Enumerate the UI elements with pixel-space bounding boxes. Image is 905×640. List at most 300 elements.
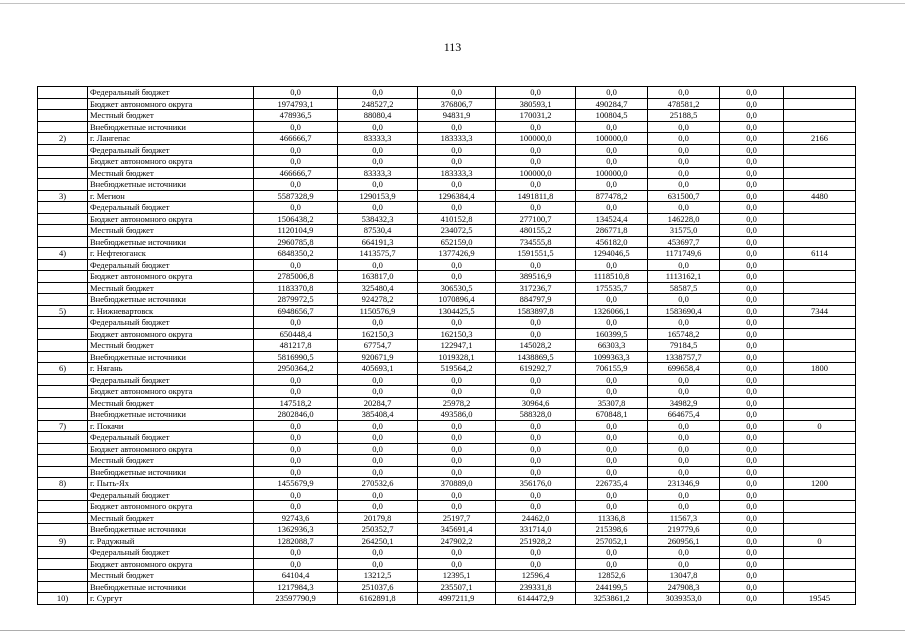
row-name-cell: Местный бюджет <box>88 282 254 294</box>
table-row <box>38 535 856 547</box>
value-cell: 734555,8 <box>496 236 576 248</box>
value-cell: 1296384,4 <box>418 190 496 202</box>
table-row <box>38 305 856 317</box>
last-value-cell <box>784 225 856 237</box>
value-cell: 0,0 <box>338 386 418 398</box>
row-name-cell: Местный бюджет <box>88 455 254 467</box>
value-cell: 0,0 <box>720 512 784 524</box>
last-value-cell: 4480 <box>784 190 856 202</box>
row-name-cell: Федеральный бюджет <box>88 374 254 386</box>
last-value-cell <box>784 374 856 386</box>
row-name-cell: г. Мегион <box>88 190 254 202</box>
last-value-cell: 1800 <box>784 363 856 375</box>
value-cell: 0,0 <box>576 144 648 156</box>
value-cell: 0,0 <box>576 259 648 271</box>
value-cell: 0,0 <box>648 558 720 570</box>
value-cell: 0,0 <box>418 443 496 455</box>
value-cell: 160399,5 <box>576 328 648 340</box>
row-number-cell <box>38 202 88 214</box>
value-cell: 0,0 <box>720 294 784 306</box>
row-number-cell: 9) <box>38 535 88 547</box>
value-cell: 0,0 <box>720 317 784 329</box>
table-row <box>38 87 856 99</box>
value-cell: 58587,5 <box>648 282 720 294</box>
value-cell: 0,0 <box>418 144 496 156</box>
value-cell: 25188,5 <box>648 110 720 122</box>
table-row <box>38 167 856 179</box>
row-name-cell: Федеральный бюджет <box>88 489 254 501</box>
value-cell: 1171749,6 <box>648 248 720 260</box>
value-cell: 0,0 <box>254 179 338 191</box>
value-cell: 453697,7 <box>648 236 720 248</box>
last-value-cell: 6114 <box>784 248 856 260</box>
value-cell: 0,0 <box>648 443 720 455</box>
row-number-cell <box>38 328 88 340</box>
value-cell: 2785006,8 <box>254 271 338 283</box>
table-row <box>38 420 856 432</box>
value-cell: 147518,2 <box>254 397 338 409</box>
value-cell: 0,0 <box>648 432 720 444</box>
value-cell: 0,0 <box>576 558 648 570</box>
table-row <box>38 213 856 225</box>
value-cell: 0,0 <box>418 271 496 283</box>
value-cell: 134524,4 <box>576 213 648 225</box>
last-value-cell <box>784 489 856 501</box>
row-number-cell <box>38 512 88 524</box>
last-value-cell <box>784 156 856 168</box>
value-cell: 0,0 <box>254 420 338 432</box>
row-name-cell: Внебюджетные источники <box>88 121 254 133</box>
value-cell: 0,0 <box>720 535 784 547</box>
value-cell: 0,0 <box>576 179 648 191</box>
value-cell: 0,0 <box>418 455 496 467</box>
value-cell: 6848350,2 <box>254 248 338 260</box>
row-number-cell <box>38 501 88 513</box>
value-cell: 0,0 <box>338 443 418 455</box>
value-cell: 456182,0 <box>576 236 648 248</box>
value-cell: 6144472,9 <box>496 593 576 605</box>
value-cell: 1070896,4 <box>418 294 496 306</box>
last-value-cell <box>784 351 856 363</box>
value-cell: 670848,1 <box>576 409 648 421</box>
value-cell: 1455679,9 <box>254 478 338 490</box>
row-number-cell <box>38 581 88 593</box>
value-cell: 2950364,2 <box>254 363 338 375</box>
value-cell: 235507,1 <box>418 581 496 593</box>
table-row <box>38 144 856 156</box>
value-cell: 0,0 <box>576 386 648 398</box>
table-row <box>38 340 856 352</box>
last-value-cell <box>784 317 856 329</box>
table-row <box>38 328 856 340</box>
value-cell: 0,0 <box>648 294 720 306</box>
table-row <box>38 259 856 271</box>
value-cell: 0,0 <box>496 547 576 559</box>
value-cell: 1304425,5 <box>418 305 496 317</box>
value-cell: 0,0 <box>720 374 784 386</box>
row-number-cell <box>38 386 88 398</box>
value-cell: 0,0 <box>576 317 648 329</box>
row-name-cell: Федеральный бюджет <box>88 87 254 99</box>
value-cell: 631500,7 <box>648 190 720 202</box>
scan-edge-bottom <box>0 630 905 631</box>
value-cell: 0,0 <box>418 259 496 271</box>
value-cell: 66303,3 <box>576 340 648 352</box>
value-cell: 0,0 <box>648 87 720 99</box>
value-cell: 183333,3 <box>418 167 496 179</box>
value-cell: 1120104,9 <box>254 225 338 237</box>
value-cell: 306530,5 <box>418 282 496 294</box>
table-row <box>38 478 856 490</box>
value-cell: 0,0 <box>338 121 418 133</box>
value-cell: 0,0 <box>418 547 496 559</box>
last-value-cell <box>784 455 856 467</box>
value-cell: 376806,7 <box>418 98 496 110</box>
value-cell: 92743,6 <box>254 512 338 524</box>
value-cell: 0,0 <box>254 121 338 133</box>
row-name-cell: Бюджет автономного округа <box>88 501 254 513</box>
value-cell: 0,0 <box>418 420 496 432</box>
table-row <box>38 581 856 593</box>
value-cell: 0,0 <box>648 259 720 271</box>
value-cell: 251037,6 <box>338 581 418 593</box>
value-cell: 0,0 <box>576 202 648 214</box>
value-cell: 0,0 <box>720 351 784 363</box>
value-cell: 652159,0 <box>418 236 496 248</box>
last-value-cell <box>784 409 856 421</box>
row-name-cell: Внебюджетные источники <box>88 466 254 478</box>
value-cell: 248527,2 <box>338 98 418 110</box>
value-cell: 0,0 <box>720 397 784 409</box>
value-cell: 1413575,7 <box>338 248 418 260</box>
value-cell: 30964,6 <box>496 397 576 409</box>
value-cell: 0,0 <box>648 144 720 156</box>
value-cell: 0,0 <box>720 236 784 248</box>
last-value-cell <box>784 259 856 271</box>
table-row <box>38 317 856 329</box>
row-number-cell <box>38 98 88 110</box>
table-row <box>38 489 856 501</box>
table-row <box>38 351 856 363</box>
value-cell: 0,0 <box>576 87 648 99</box>
value-cell: 270532,6 <box>338 478 418 490</box>
value-cell: 0,0 <box>496 202 576 214</box>
value-cell: 0,0 <box>254 202 338 214</box>
value-cell: 884797,9 <box>496 294 576 306</box>
value-cell: 0,0 <box>338 455 418 467</box>
value-cell: 0,0 <box>418 501 496 513</box>
value-cell: 0,0 <box>720 466 784 478</box>
row-number-cell <box>38 489 88 501</box>
value-cell: 1099363,3 <box>576 351 648 363</box>
value-cell: 122947,1 <box>418 340 496 352</box>
row-number-cell <box>38 397 88 409</box>
value-cell: 0,0 <box>648 167 720 179</box>
value-cell: 0,0 <box>648 466 720 478</box>
value-cell: 13212,5 <box>338 570 418 582</box>
value-cell: 706155,9 <box>576 363 648 375</box>
value-cell: 4997211,9 <box>418 593 496 605</box>
value-cell: 1326066,1 <box>576 305 648 317</box>
last-value-cell <box>784 121 856 133</box>
table-row <box>38 397 856 409</box>
value-cell: 0,0 <box>338 87 418 99</box>
value-cell: 490284,7 <box>576 98 648 110</box>
value-cell: 0,0 <box>720 558 784 570</box>
value-cell: 165748,2 <box>648 328 720 340</box>
last-value-cell <box>784 282 856 294</box>
value-cell: 325480,4 <box>338 282 418 294</box>
value-cell: 0,0 <box>720 144 784 156</box>
value-cell: 345691,4 <box>418 524 496 536</box>
value-cell: 0,0 <box>576 420 648 432</box>
value-cell: 0,0 <box>496 374 576 386</box>
value-cell: 0,0 <box>576 547 648 559</box>
value-cell: 0,0 <box>254 558 338 570</box>
last-value-cell <box>784 558 856 570</box>
value-cell: 0,0 <box>576 455 648 467</box>
row-number-cell <box>38 432 88 444</box>
value-cell: 94831,9 <box>418 110 496 122</box>
value-cell: 1113162,1 <box>648 271 720 283</box>
table-row <box>38 282 856 294</box>
row-name-cell: Федеральный бюджет <box>88 547 254 559</box>
last-value-cell <box>784 432 856 444</box>
value-cell: 0,0 <box>720 110 784 122</box>
value-cell: 519564,2 <box>418 363 496 375</box>
table-row <box>38 374 856 386</box>
table-row <box>38 547 856 559</box>
value-cell: 0,0 <box>338 317 418 329</box>
value-cell: 0,0 <box>496 455 576 467</box>
last-value-cell <box>784 179 856 191</box>
value-cell: 247902,2 <box>418 535 496 547</box>
row-name-cell: г. Радужный <box>88 535 254 547</box>
value-cell: 0,0 <box>720 282 784 294</box>
last-value-cell <box>784 524 856 536</box>
row-number-cell <box>38 167 88 179</box>
value-cell: 100000,0 <box>576 133 648 145</box>
value-cell: 0,0 <box>720 455 784 467</box>
value-cell: 0,0 <box>720 87 784 99</box>
last-value-cell <box>784 397 856 409</box>
value-cell: 0,0 <box>720 432 784 444</box>
value-cell: 0,0 <box>254 144 338 156</box>
last-value-cell <box>784 213 856 225</box>
value-cell: 331714,0 <box>496 524 576 536</box>
value-cell: 0,0 <box>720 581 784 593</box>
value-cell: 1282088,7 <box>254 535 338 547</box>
value-cell: 286771,8 <box>576 225 648 237</box>
value-cell: 0,0 <box>720 478 784 490</box>
value-cell: 0,0 <box>648 374 720 386</box>
row-name-cell: Местный бюджет <box>88 512 254 524</box>
value-cell: 0,0 <box>496 489 576 501</box>
value-cell: 0,0 <box>720 328 784 340</box>
value-cell: 1591551,5 <box>496 248 576 260</box>
last-value-cell: 7344 <box>784 305 856 317</box>
value-cell: 0,0 <box>254 501 338 513</box>
value-cell: 31575,0 <box>648 225 720 237</box>
value-cell: 1506438,2 <box>254 213 338 225</box>
value-cell: 877478,2 <box>576 190 648 202</box>
value-cell: 0,0 <box>576 432 648 444</box>
value-cell: 0,0 <box>496 317 576 329</box>
value-cell: 0,0 <box>720 340 784 352</box>
value-cell: 1377426,9 <box>418 248 496 260</box>
last-value-cell <box>784 466 856 478</box>
value-cell: 0,0 <box>648 420 720 432</box>
row-name-cell: Внебюджетные источники <box>88 179 254 191</box>
value-cell: 0,0 <box>418 156 496 168</box>
value-cell: 1583690,4 <box>648 305 720 317</box>
row-name-cell: Внебюджетные источники <box>88 409 254 421</box>
value-cell: 0,0 <box>720 409 784 421</box>
value-cell: 0,0 <box>496 432 576 444</box>
value-cell: 0,0 <box>720 121 784 133</box>
value-cell: 0,0 <box>576 466 648 478</box>
table-row <box>38 524 856 536</box>
value-cell: 0,0 <box>338 558 418 570</box>
value-cell: 5816990,5 <box>254 351 338 363</box>
row-number-cell <box>38 317 88 329</box>
row-name-cell: г. Сургут <box>88 593 254 605</box>
table-row <box>38 501 856 513</box>
value-cell: 481217,8 <box>254 340 338 352</box>
row-number-cell: 10) <box>38 593 88 605</box>
last-value-cell <box>784 328 856 340</box>
value-cell: 0,0 <box>496 87 576 99</box>
table-row <box>38 466 856 478</box>
value-cell: 317236,7 <box>496 282 576 294</box>
value-cell: 0,0 <box>720 524 784 536</box>
row-number-cell <box>38 443 88 455</box>
budget-table-body <box>38 87 856 605</box>
value-cell: 0,0 <box>254 317 338 329</box>
value-cell: 0,0 <box>648 202 720 214</box>
row-name-cell: г. Нижневартовск <box>88 305 254 317</box>
table-row <box>38 558 856 570</box>
value-cell: 1362936,3 <box>254 524 338 536</box>
value-cell: 0,0 <box>648 501 720 513</box>
value-cell: 24462,0 <box>496 512 576 524</box>
value-cell: 35307,8 <box>576 397 648 409</box>
value-cell: 0,0 <box>720 167 784 179</box>
row-name-cell: Бюджет автономного округа <box>88 328 254 340</box>
value-cell: 0,0 <box>720 305 784 317</box>
value-cell: 1290153,9 <box>338 190 418 202</box>
row-number-cell: 7) <box>38 420 88 432</box>
value-cell: 11567,3 <box>648 512 720 524</box>
value-cell: 1438869,5 <box>496 351 576 363</box>
row-name-cell: Бюджет автономного округа <box>88 271 254 283</box>
last-value-cell <box>784 581 856 593</box>
value-cell: 100000,0 <box>576 167 648 179</box>
value-cell: 0,0 <box>418 466 496 478</box>
value-cell: 219779,6 <box>648 524 720 536</box>
value-cell: 0,0 <box>720 179 784 191</box>
value-cell: 0,0 <box>496 558 576 570</box>
value-cell: 619292,7 <box>496 363 576 375</box>
value-cell: 0,0 <box>576 374 648 386</box>
value-cell: 83333,3 <box>338 167 418 179</box>
value-cell: 0,0 <box>720 259 784 271</box>
row-name-cell: Внебюджетные источники <box>88 581 254 593</box>
value-cell: 466666,7 <box>254 167 338 179</box>
row-name-cell: Внебюджетные источники <box>88 351 254 363</box>
table-row <box>38 98 856 110</box>
value-cell: 0,0 <box>338 259 418 271</box>
row-name-cell: Внебюджетные источники <box>88 294 254 306</box>
table-row <box>38 443 856 455</box>
value-cell: 405693,1 <box>338 363 418 375</box>
value-cell: 0,0 <box>418 317 496 329</box>
table-row <box>38 570 856 582</box>
value-cell: 0,0 <box>576 294 648 306</box>
last-value-cell: 0 <box>784 535 856 547</box>
value-cell: 1583897,8 <box>496 305 576 317</box>
last-value-cell <box>784 340 856 352</box>
last-value-cell <box>784 167 856 179</box>
value-cell: 100000,0 <box>496 167 576 179</box>
last-value-cell: 1200 <box>784 478 856 490</box>
last-value-cell <box>784 570 856 582</box>
row-number-cell <box>38 87 88 99</box>
value-cell: 0,0 <box>720 271 784 283</box>
value-cell: 0,0 <box>418 374 496 386</box>
table-row <box>38 190 856 202</box>
row-number-cell: 3) <box>38 190 88 202</box>
value-cell: 162150,3 <box>418 328 496 340</box>
table-row <box>38 202 856 214</box>
value-cell: 175535,7 <box>576 282 648 294</box>
value-cell: 0,0 <box>496 328 576 340</box>
budget-table <box>37 86 856 605</box>
value-cell: 1118510,8 <box>576 271 648 283</box>
value-cell: 146228,0 <box>648 213 720 225</box>
value-cell: 0,0 <box>648 455 720 467</box>
value-cell: 0,0 <box>720 133 784 145</box>
value-cell: 0,0 <box>338 144 418 156</box>
table-row <box>38 455 856 467</box>
row-number-cell <box>38 547 88 559</box>
row-number-cell <box>38 144 88 156</box>
last-value-cell: 19545 <box>784 593 856 605</box>
value-cell: 79184,5 <box>648 340 720 352</box>
row-number-cell <box>38 110 88 122</box>
value-cell: 239331,8 <box>496 581 576 593</box>
value-cell: 0,0 <box>576 443 648 455</box>
last-value-cell <box>784 501 856 513</box>
value-cell: 0,0 <box>254 374 338 386</box>
table-row <box>38 133 856 145</box>
last-value-cell <box>784 98 856 110</box>
row-name-cell: Федеральный бюджет <box>88 202 254 214</box>
value-cell: 478936,5 <box>254 110 338 122</box>
value-cell: 11336,8 <box>576 512 648 524</box>
value-cell: 67754,7 <box>338 340 418 352</box>
last-value-cell <box>784 144 856 156</box>
row-name-cell: Бюджет автономного округа <box>88 98 254 110</box>
value-cell: 145028,2 <box>496 340 576 352</box>
value-cell: 0,0 <box>418 202 496 214</box>
row-number-cell <box>38 524 88 536</box>
value-cell: 1183370,8 <box>254 282 338 294</box>
value-cell: 0,0 <box>648 133 720 145</box>
table-row <box>38 236 856 248</box>
value-cell: 0,0 <box>648 317 720 329</box>
value-cell: 0,0 <box>338 501 418 513</box>
